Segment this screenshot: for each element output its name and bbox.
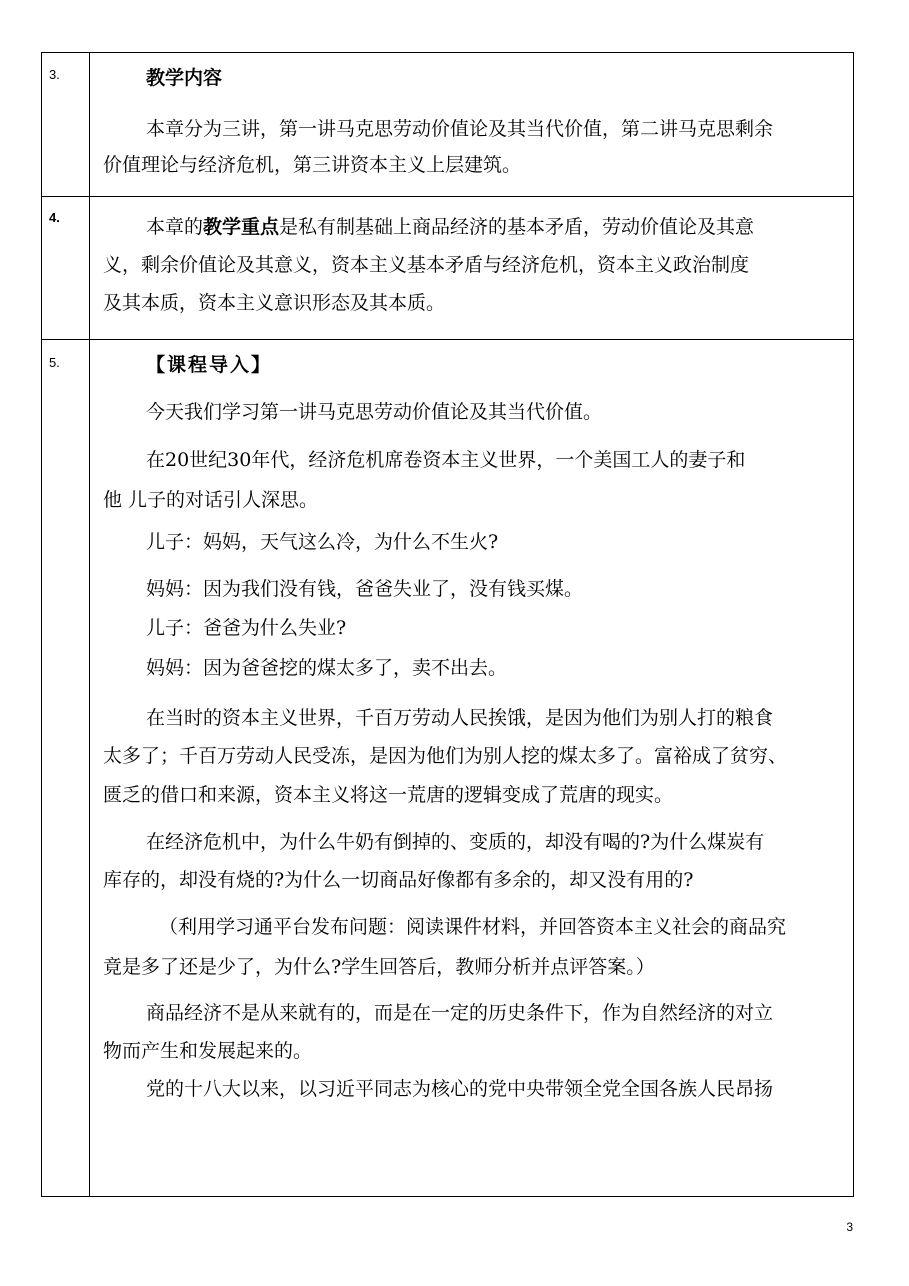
paragraph-line: 本章的教学重点是私有制基础上商品经济的基本矛盾，劳动价值论及其意 <box>146 216 755 238</box>
paragraph-line: 义，剩余价值论及其意义，资本主义基本矛盾与经济危机，资本主义政治制度 <box>103 254 750 276</box>
emphasis-text: 教学重点 <box>203 216 280 238</box>
paragraph-line: 商品经济不是从来就有的，而是在一定的历史条件下，作为自然经济的对立 <box>146 1002 774 1024</box>
row-divider-1 <box>41 196 854 197</box>
paragraph-line: 价值理论与经济危机，第三讲资本主义上层建筑。 <box>103 154 522 176</box>
paragraph-line: 及其本质，资本主义意识形态及其本质。 <box>103 292 446 314</box>
dialogue-line: 妈妈：因为爸爸挖的煤太多了，卖不出去。 <box>146 657 508 679</box>
dialogue-line: 儿子：妈妈，天气这么冷，为什么不生火? <box>146 531 499 553</box>
paragraph-line: 党的十八大以来，以习近平同志为核心的党中央带领全党全国各族人民昂扬 <box>146 1078 774 1100</box>
paragraph-line: 太多了；千百万劳动人民受冻，是因为他们为别人挖的煤太多了。富裕成了贫穷、 <box>103 745 788 767</box>
row-number: 4. <box>49 210 60 225</box>
paragraph-line: 在经济危机中，为什么牛奶有倒掉的、变质的，却没有喝的?为什么煤炭有 <box>146 831 765 853</box>
paragraph-line: 在当时的资本主义世界，千百万劳动人民挨饿，是因为他们为别人打的粮食 <box>146 707 774 729</box>
section-heading: 教学内容 <box>146 67 223 89</box>
paragraph-line: 库存的，却没有烧的?为什么一切商品好像都有多余的，却又没有用的? <box>103 869 694 891</box>
column-divider <box>89 52 90 1197</box>
paragraph-line: （利用学习通平台发布问题：阅读课件材料，并回答资本主义社会的商品究 <box>159 916 787 938</box>
paragraph-line: 今天我们学习第一讲马克思劳动价值论及其当代价值。 <box>146 401 603 423</box>
paragraph-line: 他 儿子的对话引人深思。 <box>103 489 319 511</box>
dialogue-line: 儿子：爸爸为什么失业? <box>146 617 347 639</box>
row-divider-2 <box>41 339 854 340</box>
paragraph-line: 物而产生和发展起来的。 <box>103 1040 313 1062</box>
paragraph-line: 在20世纪30年代，经济危机席卷资本主义世界，一个美国工人的妻子和 <box>146 449 746 471</box>
paragraph-line: 匮乏的借口和来源，资本主义将这一荒唐的逻辑变成了荒唐的现实。 <box>103 784 674 806</box>
page-number: 3 <box>846 1220 853 1234</box>
row-number: 3. <box>49 67 60 82</box>
dialogue-line: 妈妈：因为我们没有钱，爸爸失业了，没有钱买煤。 <box>146 578 584 600</box>
row-number: 5. <box>49 355 60 370</box>
paragraph-line: 本章分为三讲，第一讲马克思劳动价值论及其当代价值，第二讲马克思剩余 <box>146 118 774 140</box>
section-heading: 【课程导入】 <box>146 354 273 376</box>
paragraph-line: 竟是多了还是少了，为什么?学生回答后，教师分析并点评答案。） <box>103 956 655 978</box>
